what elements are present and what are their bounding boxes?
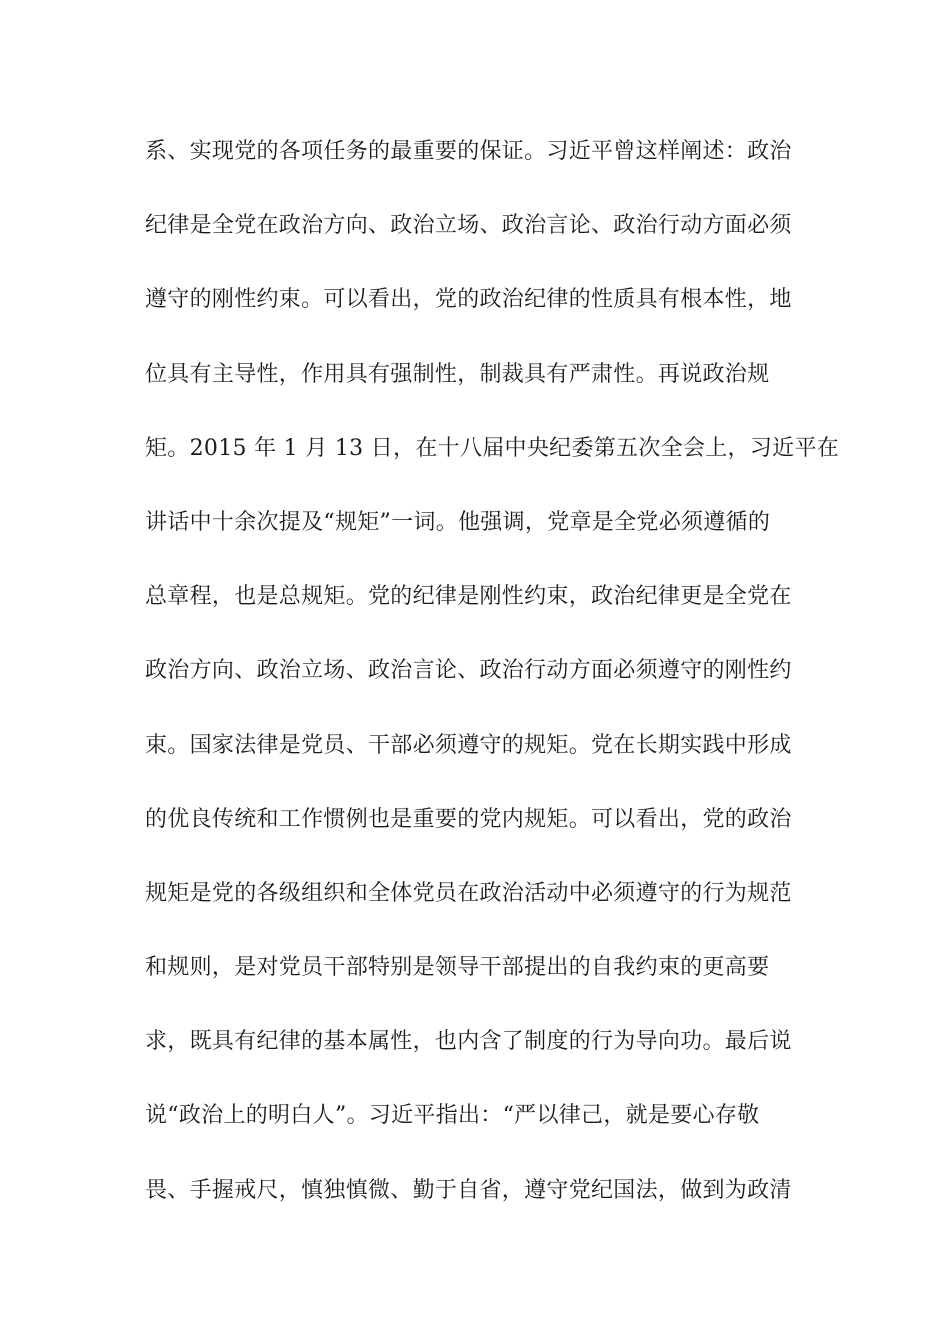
text-line: 束。国家法律是党员、干部必须遵守的规矩。党在长期实践中形成 (145, 732, 792, 758)
text-line: 纪律是全党在政治方向、政治立场、政治言论、政治行动方面必须 (145, 213, 792, 239)
text-line: 的优良传统和工作惯例也是重要的党内规矩。可以看出，党的政治 (145, 806, 792, 832)
text-line: 求，既具有纪律的基本属性，也内含了制度的行为导向功。最后说 (145, 1029, 792, 1055)
text-line: 总章程，也是总规矩。党的纪律是刚性约束，政治纪律更是全党在 (145, 584, 792, 610)
text-line: 遵守的刚性约束。可以看出，党的政治纪律的性质具有根本性，地 (145, 287, 792, 313)
text-line: 系、实现党的各项任务的最重要的保证。习近平曾这样阐述：政治 (145, 139, 792, 164)
text-line: 畏、手握戒尺，慎独慎微、勤于自省，遵守党纪国法，做到为政清 (145, 1177, 792, 1203)
text-line: 矩。2015 年 1 月 13 日，在十八届中央纪委第五次全会上，习近平在 (145, 435, 840, 461)
text-line: 说“政治上的明白人”。习近平指出：“严以律己，就是要心存敬 (145, 1103, 760, 1129)
body-text (145, 131, 840, 1244)
text-line: 讲话中十余次提及“规矩”一词。他强调，党章是全党必须遵循的 (145, 509, 771, 535)
text-line: 政治方向、政治立场、政治言论、政治行动方面必须遵守的刚性约 (145, 658, 792, 684)
text-line: 和规则，是对党员干部特别是领导干部提出的自我约束的更高要 (145, 955, 770, 981)
text-line: 规矩是党的各级组织和全体党员在政治活动中必须遵守的行为规范 (145, 880, 792, 906)
text-line: 位具有主导性，作用具有强制性，制裁具有严肃性。再说政治规 (145, 361, 770, 387)
